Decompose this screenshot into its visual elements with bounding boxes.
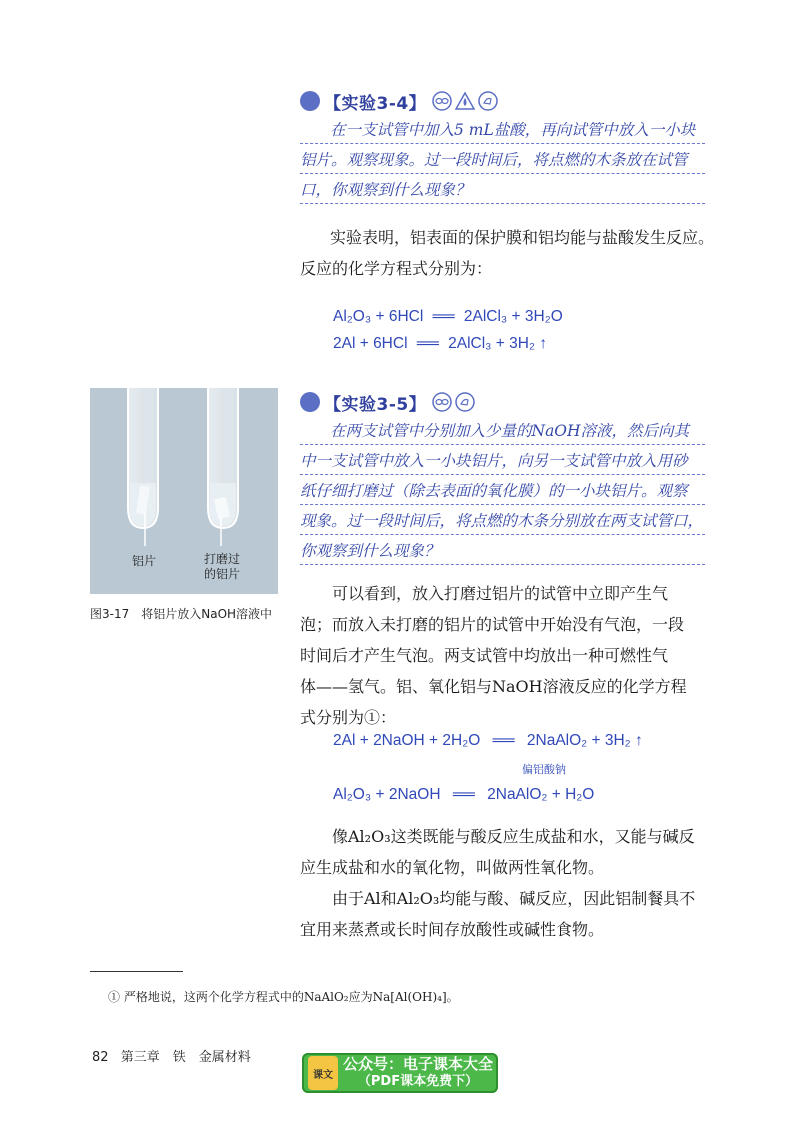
page-footer [92,1046,251,1065]
paragraph-amphoteric-oxide [300,821,710,945]
stamp-text [338,1056,498,1090]
equation-al-hcl [333,335,547,353]
equation-rhs: 2NaAlO₂ + 3H₂ ↑ [526,732,643,749]
watermark-stamp [302,1053,498,1093]
goggles-icon [432,392,452,412]
experiment-header [300,88,705,114]
label-line: 打磨过 [204,552,241,566]
label-polished-sheet [204,552,240,582]
footnote-divider [90,971,183,972]
equation-sign: ══ [492,732,515,749]
text-line: 像Al₂O₃这类既能与酸反应生成盐和水，又能与碱反 [300,827,695,846]
equation-lhs: 2Al + 6HCl [333,335,408,352]
experiment-3-5 [300,389,705,565]
equation-al-naoh [333,732,643,750]
stamp-line: （PDF课本免费下） [357,1074,479,1089]
equation-al2o3-naoh [333,786,594,804]
stamp-line: 公众号：电子课本大全 [342,1055,493,1073]
paragraph-acid-reaction [300,222,715,284]
instruction-line: 铝片。观察现象。过一段时间后，将点燃的木条放在试管 [300,144,705,174]
flammable-icon [455,91,475,111]
experiment-header [300,389,705,415]
goggles-icon [432,91,452,111]
experiment-title: 【实验3-5】 [324,394,427,415]
test-tube-photo [90,388,278,594]
sodium-metaaluminate-note: 偏铝酸钠 [522,763,566,776]
equation-rhs: 2AlCl₃ + 3H₂O [463,308,563,325]
figure-caption: 图3-17 将铝片放入NaOH溶液中 [90,607,273,621]
equation-lhs: Al₂O₃ + 6HCl [333,308,424,325]
equation-lhs: Al₂O₃ + 2NaOH [333,786,441,803]
experiment-instructions [300,114,705,204]
experiment-3-4 [300,88,705,204]
equation-lhs: 2Al + 2NaOH + 2H₂O [333,732,481,749]
hand-wash-icon [478,91,498,111]
instruction-line: 纸仔细打磨过（除去表面的氧化膜）的一小块铝片。观察 [300,475,705,505]
instruction-line: 在一支试管中加入5 mL盐酸，再向试管中放入一小块 [300,114,705,144]
text-line: 反应的化学方程式分别为： [300,259,493,278]
hand-wash-icon [455,392,475,412]
equation-sign: ══ [432,308,455,325]
text-line: 体——氢气。铝、氧化铝与NaOH溶液反应的化学方程 [300,677,687,696]
footnote: ① 严格地说，这两个化学方程式中的NaAlO₂应为Na[Al(OH)₄]。 [108,990,459,1004]
logo-text: 课文 [313,1069,333,1081]
chapter-title: 第三章 铁 金属材料 [120,1050,251,1065]
label-line: 的铝片 [204,567,241,581]
text-line: 可以看到，放入打磨过铝片的试管中立即产生气 [300,584,669,603]
book-logo-icon [308,1056,338,1090]
instruction-line: 口，你观察到什么现象？ [300,174,705,204]
instruction-line: 中一支试管中放入一小块铝片，向另一支试管中放入用砂 [300,445,705,475]
instruction-line: 你观察到什么现象？ [300,535,705,565]
instruction-line: 现象。过一段时间后，将点燃的木条分别放在两支试管口， [300,505,705,535]
test-tubes-illustration [90,388,278,594]
equation-rhs: 2AlCl₃ + 3H₂ ↑ [448,335,548,352]
instruction-line: 在两支试管中分别加入少量的NaOH溶液，然后向其 [300,415,705,445]
paragraph-naoh-observation [300,578,710,733]
text-line: 应生成盐和水的氧化物，叫做两性氧化物。 [300,858,605,877]
experiment-instructions [300,415,705,565]
equation-sign: ══ [416,335,439,352]
page-number: 82 [92,1050,109,1065]
text-line: 式分别为①： [300,708,397,727]
text-line: 由于Al和Al₂O₃均能与酸、碱反应，因此铝制餐具不 [300,889,696,908]
equation-sign: ══ [452,786,475,803]
equation-al2o3-hcl [333,308,563,326]
text-line: 时间后才产生气泡。两支试管中均放出一种可燃性气 [300,646,669,665]
bullet-dot [300,91,320,111]
text-line: 泡；而放入未打磨的铝片的试管中开始没有气泡，一段 [300,615,685,634]
label-aluminum-sheet: 铝片 [132,554,157,568]
equation-rhs: 2NaAlO₂ + H₂O [487,786,595,803]
text-line: 宜用来蒸煮或长时间存放酸性或碱性食物。 [300,920,605,939]
experiment-title: 【实验3-4】 [324,93,427,114]
text-line: 实验表明，铝表面的保护膜和铝均能与盐酸发生反应。 [330,228,715,247]
bullet-dot [300,392,320,412]
